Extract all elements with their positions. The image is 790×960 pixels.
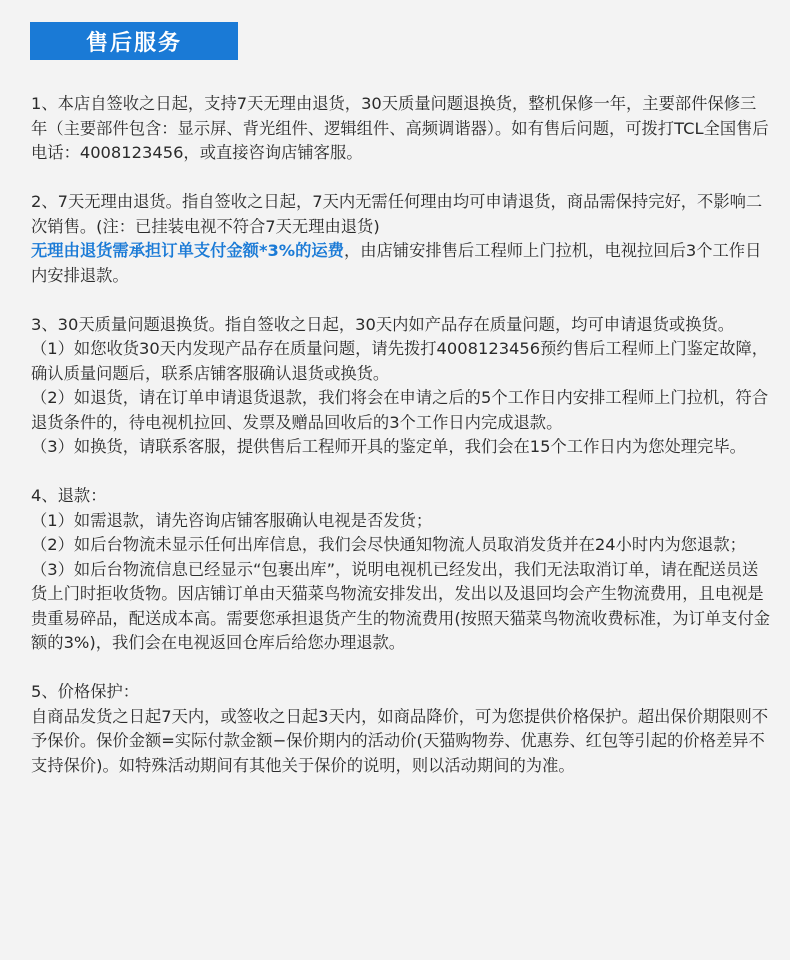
paragraph-with-highlight bbox=[31, 239, 771, 288]
policy-content bbox=[31, 92, 771, 803]
section-1-warranty bbox=[31, 92, 771, 166]
section-header bbox=[30, 22, 238, 60]
highlight-continuation: ，由店铺安排售后工程师上门拉机，电视拉回后3个工作日内安排退款。 bbox=[31, 241, 762, 285]
page-title: 售后服务 bbox=[85, 30, 182, 56]
section-3-quality-return bbox=[31, 313, 771, 460]
paragraph: 3、30天质量问题退换货。指自签收之日起，30天内如产品存在质量问题，均可申请退货或换货。 bbox=[31, 314, 735, 334]
paragraph: 2、7天无理由退货。指自签收之日起，7天内无需任何理由均可申请退货，商品需保持完好，不影响二次销售。(注：已挂装电视不符合7天无理由退货) bbox=[31, 192, 763, 236]
section-5-price-protection bbox=[31, 680, 771, 778]
paragraph: 1、本店自签收之日起，支持7天无理由退货，30天质量问题退换货，整机保修一年，主要部件保修三年（主要部件包含：显示屏、背光组件、逻辑组件、高频调谐器）。如有售后问题，可拨打TCL全国售后电话：4008123456，或直接咨询店铺客服。 bbox=[31, 94, 769, 162]
paragraph: 自商品发货之日起7天内，或签收之日起3天内，如商品降价，可为您提供价格保护。超出保价期限则不予保价。保价金额=实际付款金额−保价期内的活动价(天猫购物券、优惠券、红包等引起的价格差异不支持保价)。如特殊活动期间有其他关于保价的说明，则以活动期间的为准。 bbox=[31, 706, 769, 775]
paragraph: （2）如退货，请在订单申请退货退款，我们将会在申请之后的5个工作日内安排工程师上门拉机，符合退货条件的，待电视机拉回、发票及赠品回收后的3个工作日内完成退款。 bbox=[31, 388, 769, 432]
paragraph: 5、价格保护： bbox=[31, 682, 140, 701]
paragraph: （2）如后台物流未显示任何出库信息，我们会尽快通知物流人员取消发货并在24小时内为您退款； bbox=[31, 535, 746, 554]
paragraph: （1）如您收货30天内发现产品存在质量问题，请先拨打4008123456预约售后工程师上门鉴定故障，确认质量问题后，联系店铺客服确认退货或换货。 bbox=[31, 339, 769, 383]
section-4-refund bbox=[31, 484, 771, 656]
paragraph: （1）如需退款，请先咨询店铺客服确认电视是否发货； bbox=[31, 510, 433, 530]
paragraph: （3）如换货，请联系客服，提供售后工程师开具的鉴定单，我们会在15个工作日内为您处理完毕。 bbox=[31, 437, 746, 456]
shipping-fee-highlight: 无理由退货需承担订单支付金额*3%的运费 bbox=[31, 241, 344, 260]
paragraph: 4、退款： bbox=[31, 486, 107, 505]
section-2-seven-day-return bbox=[31, 190, 771, 288]
paragraph: （3）如后台物流信息已经显示“包裹出库”，说明电视机已经发出，我们无法取消订单，请在配送员送货上门时拒收货物。因店铺订单由天猫菜鸟物流安排发出，发出以及退回均会产生物流费用，且电视是贵重易碎品，配送成本高。需要您承担退货产生的物流费用(按照天猫菜鸟物流收费标准，为订单支付金额的3%)，我们会在电视返回仓库后给您办理退款。 bbox=[31, 559, 771, 652]
